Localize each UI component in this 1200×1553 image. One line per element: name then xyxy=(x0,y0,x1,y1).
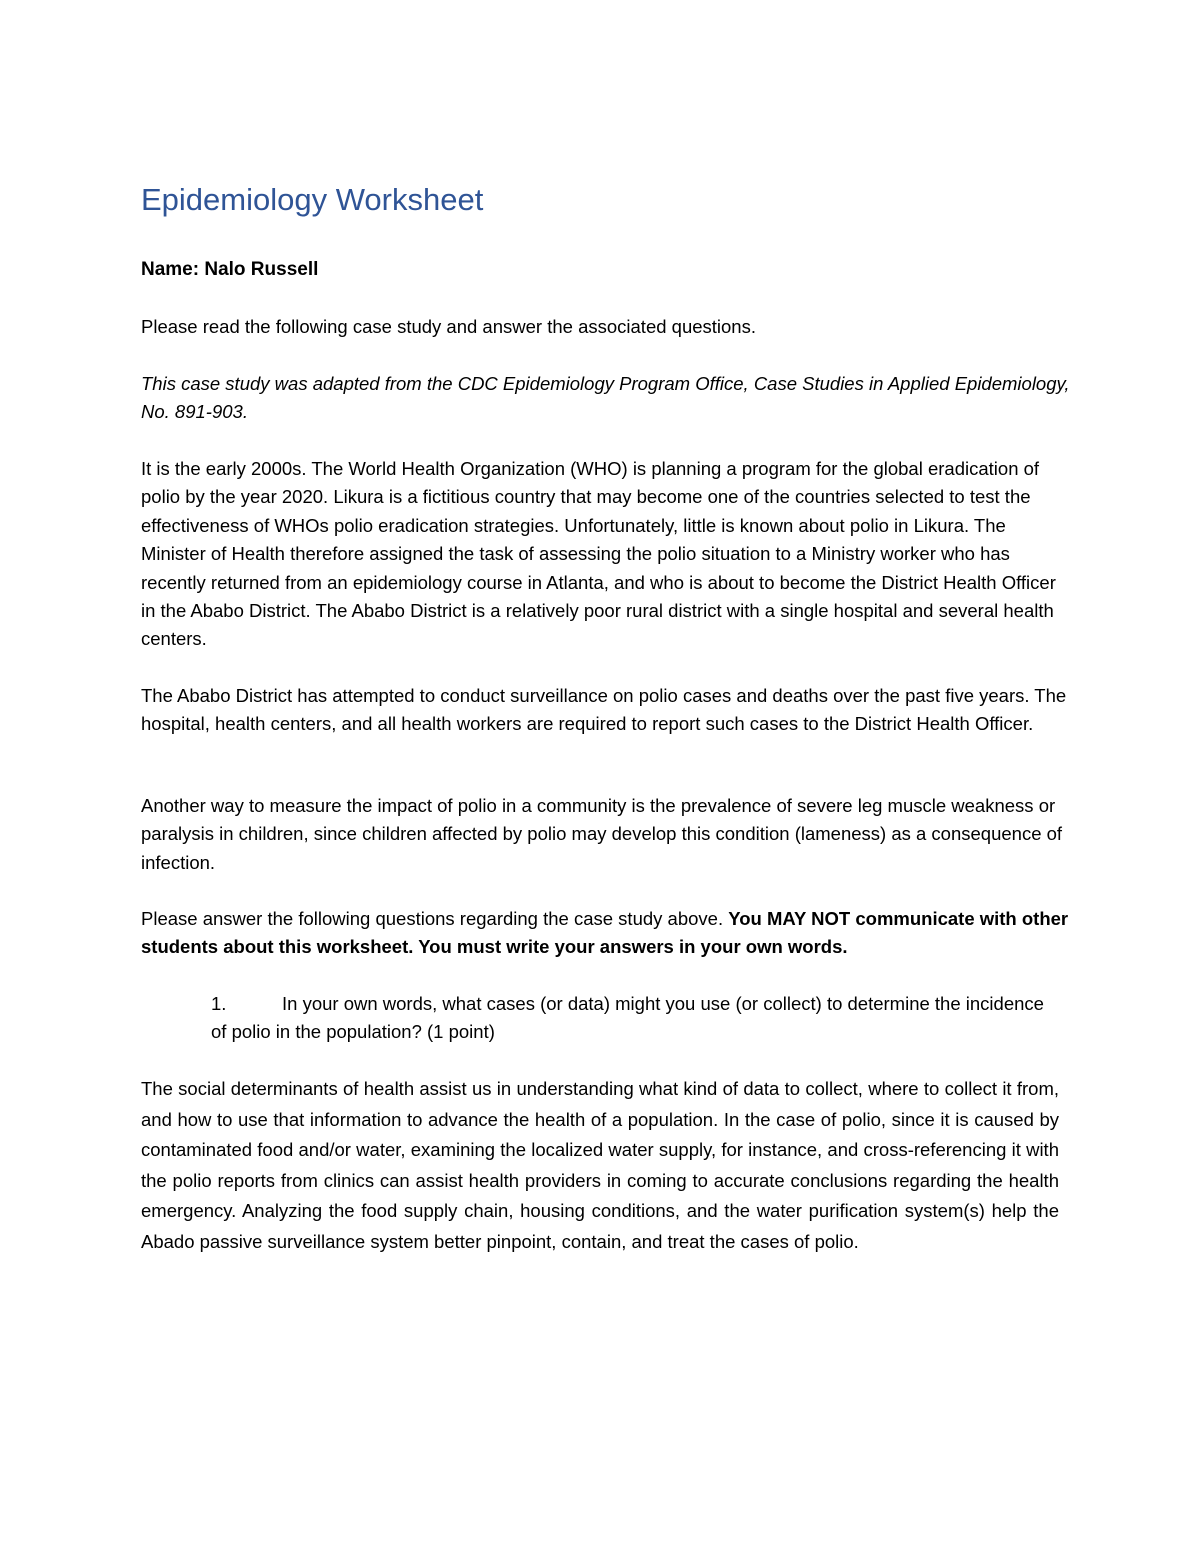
case-paragraph-2: The Ababo District has attempted to conduct surveillance on polio cases and deaths over the past five years. The hospital, health centers, and all health workers are required to report such cases to the District Health Officer. xyxy=(141,685,1067,735)
case-paragraph-1: It is the early 2000s. The World Health Organization (WHO) is planning a program for the global eradication of polio by the year 2020. Likura is a fictitious country that may become one of the countries selected to test the effectiveness of WHOs polio eradication strategies. Unfortunately, little is known about polio in Likura. The Minister of Health therefore assigned the task of assessing the polio situation to a Ministry worker who has recently returned from an epidemiology course in Atlanta, and who is about to become the District Health Officer in the Ababo District. The Ababo District is a relatively poor rural district with a single hospital and several health centers. xyxy=(141,458,1056,650)
question-text: In your own words, what cases (or data) might you use (or collect) to determine the incidence of polio in the population? (1 point) xyxy=(211,993,1044,1043)
source-note: This case study was adapted from the CDC Epidemiology Program Office, Case Studies in Applied Epidemiology, No. 891-903. xyxy=(141,373,1070,423)
case-paragraph-3: Another way to measure the impact of polio in a community is the prevalence of severe leg muscle weakness or paralysis in children, since children affected by polio may develop this condition (lameness) as a consequence of infection. xyxy=(141,795,1063,873)
document-title: Epidemiology Worksheet xyxy=(141,182,484,217)
instructions-warning: You MAY NOT communicate with other students about this worksheet. You must write your answers in your own words. xyxy=(141,908,1069,958)
student-name: Name: Nalo Russell xyxy=(141,259,319,280)
instructions-plain: Please answer the following questions regarding the case study above. xyxy=(141,908,724,929)
intro-instructions: Please read the following case study and answer the associated questions. xyxy=(141,316,756,337)
answer-1: The social determinants of health assist us in understanding what kind of data to collect, where to collect it from, and how to use that information to advance the health of a population. In the case of polio, since it is caused by contaminated food and/or water, examining the localized water supply, for instance, and cross-referencing it with the polio reports from clinics can assist health providers in coming to accurate conclusions regarding the health emergency. Analyzing the food supply chain, housing conditions, and the water purification system(s) help the Abado passive surveillance system better pinpoint, contain, and treat the cases of polio. xyxy=(141,1078,1059,1252)
question-instructions xyxy=(141,905,1071,962)
question-1 xyxy=(211,990,1051,1047)
question-number: 1. xyxy=(211,993,227,1014)
